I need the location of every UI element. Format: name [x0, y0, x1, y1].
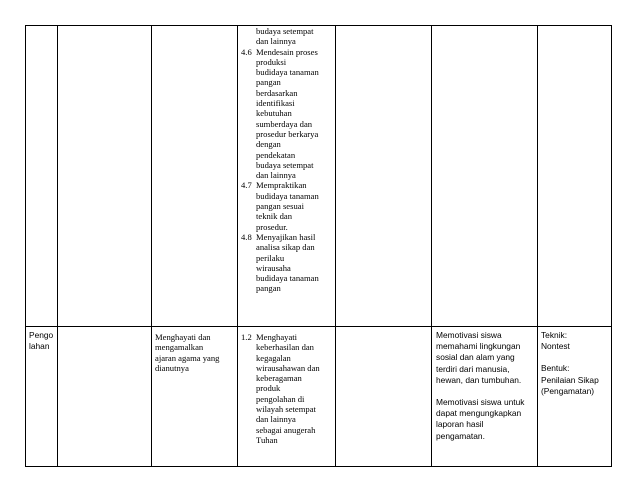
- kd-line: pangan: [256, 283, 281, 294]
- assessment-cell: [541, 330, 611, 397]
- col-line: [611, 25, 612, 467]
- kd-line: teknik dan: [256, 211, 293, 222]
- col-line: [151, 25, 152, 467]
- kd-line: prosedur berkarya: [256, 128, 319, 139]
- topic-line: Pengo: [29, 330, 54, 340]
- kd-line: Menyajikan hasil: [256, 231, 316, 242]
- kd-line: keberagaman: [256, 373, 302, 384]
- kd-line: produksi: [256, 56, 287, 67]
- activity-line: Memotivasi siswa untuk: [436, 397, 525, 408]
- kd-line: budidaya tanaman: [256, 67, 319, 78]
- kd-item: [241, 47, 333, 181]
- kd-line: wirausahawan dan: [256, 362, 320, 373]
- kd-line: Tuhan: [256, 434, 278, 445]
- kd-line: dan lainnya: [256, 414, 296, 425]
- kd-line: budidaya tanaman: [256, 190, 319, 201]
- col-line: [335, 25, 336, 467]
- kd-line: pendekatan: [256, 149, 296, 160]
- kd-list: [241, 26, 333, 294]
- kd-number: 4.6: [241, 46, 252, 57]
- kd-line: keberhasilan dan: [256, 342, 314, 353]
- col-line: [237, 25, 238, 467]
- kd-line: sumberdaya dan: [256, 118, 313, 129]
- kd-line: sebagai anugerah: [256, 424, 316, 435]
- kd-number: 4.7: [241, 180, 252, 191]
- col-line: [537, 25, 538, 467]
- kd-line: analisa sikap dan: [256, 242, 315, 253]
- activity-line: dapat mengungkapkan: [436, 408, 522, 419]
- assessment-line: (Pengamatan): [541, 385, 595, 396]
- kd-line: Menghayati: [256, 332, 298, 342]
- activity-line: sosial dan alam yang: [436, 352, 515, 363]
- kd-number: [241, 26, 256, 47]
- activity-line: hewan, dan tumbuhan.: [436, 374, 522, 385]
- ki-cell: [155, 332, 235, 373]
- topic-line: lahan: [29, 341, 50, 352]
- activity-line: Memotivasi siswa: [436, 330, 502, 340]
- activity-line: laporan hasil: [436, 419, 484, 430]
- kd-line: budaya setempat: [256, 26, 314, 36]
- ki-line: dianutnya: [155, 362, 189, 373]
- kd-number: 4.8: [241, 231, 252, 242]
- kd-line: kegagalan: [256, 352, 291, 363]
- activity-line: memahami lingkungan: [436, 341, 521, 352]
- kd-line: dan lainnya: [256, 36, 296, 47]
- ki-line: mengamalkan: [155, 342, 204, 353]
- kd-line: identifikasi: [256, 98, 295, 109]
- ki-line: Menghayati dan: [155, 332, 211, 342]
- activity-line: pengamatan.: [436, 430, 485, 441]
- kd-line: berdasarkan: [256, 87, 298, 98]
- kd-line: budidaya tanaman: [256, 273, 319, 284]
- kd-line: Mempraktikan: [256, 180, 307, 191]
- kd-item: [241, 232, 333, 294]
- assessment-line: Teknik:: [541, 330, 568, 340]
- kd-line: perilaku: [256, 252, 285, 263]
- col-line: [431, 25, 432, 467]
- kd-line: prosedur.: [256, 221, 288, 232]
- kd-line: pangan: [256, 77, 281, 88]
- kd-line: pengolahan di: [256, 393, 305, 404]
- col-line: [57, 25, 58, 467]
- ki-line: ajaran agama yang: [155, 352, 220, 363]
- kd-line: kebutuhan: [256, 108, 292, 119]
- assessment-line: Penilaian Sikap: [541, 374, 599, 385]
- kd-line: pangan sesuai: [256, 201, 304, 212]
- kd-cell: [241, 332, 333, 445]
- kd-line: wilayah setempat: [256, 404, 316, 415]
- kd-item: [241, 26, 333, 47]
- kd-line: Mendesain proses: [256, 46, 318, 57]
- activity-cell: [436, 330, 536, 442]
- kd-line: wirausaha: [256, 262, 291, 273]
- table-bottom-border: [25, 466, 612, 467]
- kd-list-cell: [241, 26, 333, 294]
- topic-cell: [29, 330, 56, 352]
- assessment-line: Nontest: [541, 341, 570, 352]
- kd-item: [241, 180, 333, 231]
- kd-line: dan lainnya: [256, 170, 296, 181]
- activity-line: terdiri dari manusia,: [436, 363, 510, 374]
- kd-line: produk: [256, 383, 281, 394]
- kd-number: 1.2: [241, 332, 252, 342]
- row-divider: [25, 326, 612, 327]
- kd-line: budaya setempat: [256, 159, 314, 170]
- kd-line: dengan: [256, 139, 281, 150]
- assessment-line: Bentuk:: [541, 363, 570, 374]
- col-line: [25, 25, 26, 467]
